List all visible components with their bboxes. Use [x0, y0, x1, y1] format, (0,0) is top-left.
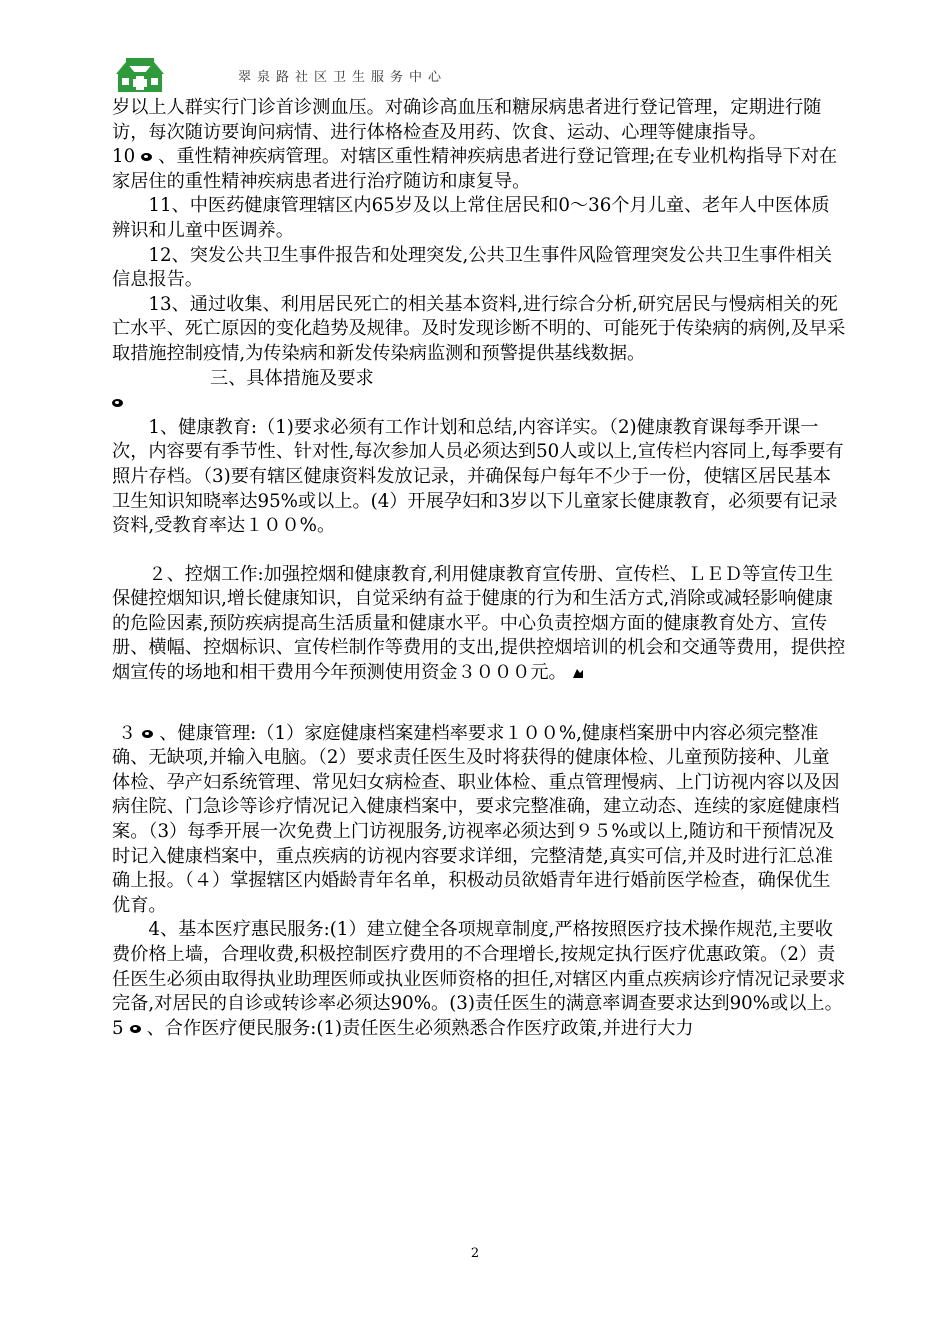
paragraph-chronic-disease-followup: 岁以上人群实行门诊首诊测血压。对确诊高血压和糖尿病患者进行登记管理，定期进行随访，每次随访要询问病情、进行体格检查及用药、饮食、运动、心理等健康指导。	[112, 97, 822, 143]
paragraph-text: ２、控烟工作:加强控烟和健康教育,利用健康教育宣传册、宣传栏、ＬＥＤ等宣传卫生保健控烟知识,增长健康知识，自觉采纳有益于健康的行为和生活方式,消除或减轻影响健康的危险因素,预防疾病提高生活质量和健康水平。中心负责控烟方面的健康教育处方、宣传册、横幅、控烟标识、宣传栏制作等费用的支出,提供控烟培训的机会和交通等费用，提供控烟宣传的场地和相干费用今年预测使用资金３０００元。	[112, 563, 846, 684]
paragraph-basic-medical-service: 4、基本医疗惠民服务:(1）建立健全各项规章制度,严格按照医疗技术操作规范,主要收费价格上墙，合理收费,积极控制医疗费用的不合理增长,按规定执行医疗优惠政策。（2）责任医生必须由取得执业助理医师或执业医师资格的担任,对辖区内重点疾病诊疗情况记录要求完备,对居民的自诊或转诊率必须达90%。(3)责任医生的满意率调查要求达到90%或以上。	[112, 919, 846, 1015]
bullet-icon	[130, 1025, 141, 1033]
paragraph-tcm-health-management: 11、中医药健康管理辖区内65岁及以上常住居民和0～36个月儿童、老年人中医体质辨识和儿童中医调养。	[112, 195, 830, 241]
bullet-line	[112, 391, 847, 416]
spacer	[112, 539, 847, 563]
section-heading: 三、具体措施及要求	[210, 367, 374, 389]
paragraph-mental-illness-management	[112, 145, 847, 194]
spacer	[112, 686, 847, 722]
paragraph-cooperative-medical-service	[112, 1017, 847, 1042]
paragraph-health-education: 1、健康教育:（1)要求必须有工作计划和总结,内容详实。（2)健康教育课每季开课一次，内容要有季节性、针对性,每次参加人员必须达到50人或以上,宣传栏内容同上,每季要有照片存档。（3)要有辖区健康资料发放记录，并确保每户每年不少于一份，使辖区居民基本卫生知识知晓率达95%或以上。(4）开展孕妇和3岁以下儿童家长健康教育，必须要有记录资料,受教育率达１００%。	[112, 416, 844, 537]
bullet-icon	[142, 730, 153, 738]
page-header	[112, 58, 852, 98]
document-body	[112, 96, 847, 1041]
bullet-icon	[141, 153, 152, 161]
page-number: 2	[470, 1246, 480, 1261]
paragraph-death-data-analysis: 13、通过收集、利用居民死亡的相关基本资料,进行综合分析,研究居民与慢病相关的死亡水平、死亡原因的变化趋势及规律。及时发现诊断不明的、可能死于传染病的病例,及早采取措施控制疫情,为传染病和新发传染病监测和预警提供基线数据。	[112, 293, 846, 364]
paragraph-text: 、合作医疗便民服务:(1)责任医生必须熟悉合作医疗政策,并进行大力	[146, 1017, 694, 1039]
item-number: 5	[112, 1017, 124, 1039]
community-health-center-logo	[116, 58, 164, 96]
paragraph-tobacco-control	[112, 563, 847, 686]
paragraph-text: 、重性精神疾病管理。对辖区重性精神疾病患者进行登记管理;在专业机构指导下对在家居住的重性精神疾病患者进行治疗随访和康复导。	[112, 146, 838, 192]
paragraph-health-management	[112, 722, 847, 919]
bullet-icon	[112, 399, 123, 407]
paragraph-text: 、健康管理:（1）家庭健康档案建档率要求１００%,健康档案册中内容必须完整准确、无缺项,并输入电脑。（2）要求责任医生及时将获得的健康体检、儿童预防接种、儿童体检、孕产妇系统管理、常见妇女病检查、职业体检、重点管理慢病、上门访视内容以及因病住院、门急诊等诊疗情况记入健康档案中，要求完整准确，建立动态、连续的家庭健康档案。（3）每季开展一次免费上门访视服务,访视率必须达到９５%或以上,随访和干预情况及时记入健康档案中，重点疾病的访视内容要求详细，完整清楚,真实可信,并及时进行汇总准确上报。（４）掌握辖区内婚龄青年名单，积极动员欲婚青年进行婚前医学检查，确保优生优育。	[112, 722, 840, 916]
paragraph-public-health-emergency: 12、突发公共卫生事件报告和处理突发,公共卫生事件风险管理突发公共卫生事件相关信息报告。	[112, 244, 833, 291]
paragraph-end-mark-icon	[571, 667, 585, 679]
item-number: 10	[112, 146, 136, 168]
header-title: 翠泉路社区卫生服务中心	[238, 70, 448, 85]
item-number: ３	[118, 722, 137, 744]
